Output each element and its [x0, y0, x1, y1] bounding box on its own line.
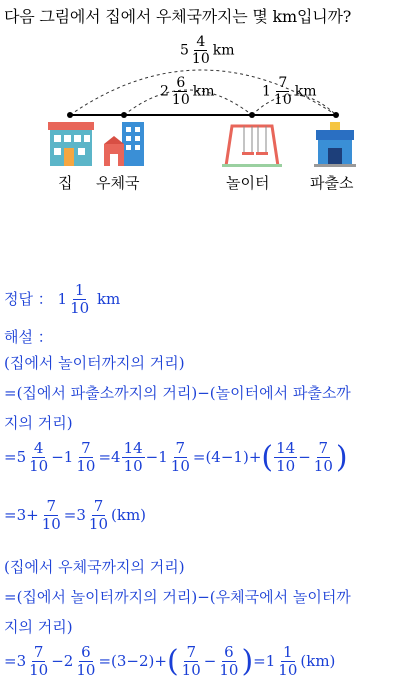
place-label-home: 집 [58, 174, 73, 192]
place-label-police: 파출소 [310, 174, 354, 192]
explanation-label: 해설 ： [4, 328, 53, 346]
label-right-distance: 1 $\frac{7}{10}$ km [262, 75, 317, 109]
police-station-icon [312, 122, 358, 168]
explanation-line: (집에서 우체국까지의 거리) [4, 558, 185, 576]
answer-block: 정답 ： 1 $\frac{1}{10}$ km [4, 281, 121, 318]
explanation-line: 지의 거리) [4, 618, 73, 636]
label-top-distance: 5 $\frac{4}{10}$ km [180, 34, 235, 68]
label-left-distance: 2 $\frac{6}{10}$ km [160, 75, 215, 109]
place-label-playground: 놀이터 [226, 174, 270, 192]
playground-swing-icon [222, 122, 282, 168]
explanation-line: =(집에서 파출소까지의 거리)−(놀이터에서 파출소까 [4, 384, 351, 402]
distance-diagram [0, 30, 400, 200]
post-office-icon [100, 122, 148, 168]
equation-line-3: =3 $\frac{7}{10}$ −2 $\frac{6}{10}$ =(3−2)+( $\frac{7}{10}$ − $\frac{6}{10}$ )=1 $\frac{1}{10}$ (km) [4, 643, 336, 680]
place-label-post-office: 우체국 [96, 174, 140, 192]
explanation-line: =(집에서 놀이터까지의 거리)−(우체국에서 놀이터까 [4, 588, 351, 606]
house-icon [46, 122, 96, 168]
explanation-line: (집에서 놀이터까지의 거리) [4, 354, 185, 372]
question-text: 다음 그림에서 집에서 우체국까지는 몇 km입니까? [4, 7, 352, 26]
answer-label: 정답 ： [4, 289, 53, 308]
equation-line-1: =5 $\frac{4}{10}$ −1 $\frac{7}{10}$ =4 $\frac{14}{10}$ −1 $\frac{7}{10}$ =(4−1)+( $\frac{14}{10}$ − $\frac{7}{10}$ ) [4, 439, 348, 476]
equation-line-2: =3+ $\frac{7}{10}$ =3 $\frac{7}{10}$ (km) [4, 497, 147, 534]
explanation-line: 지의 거리) [4, 414, 73, 432]
